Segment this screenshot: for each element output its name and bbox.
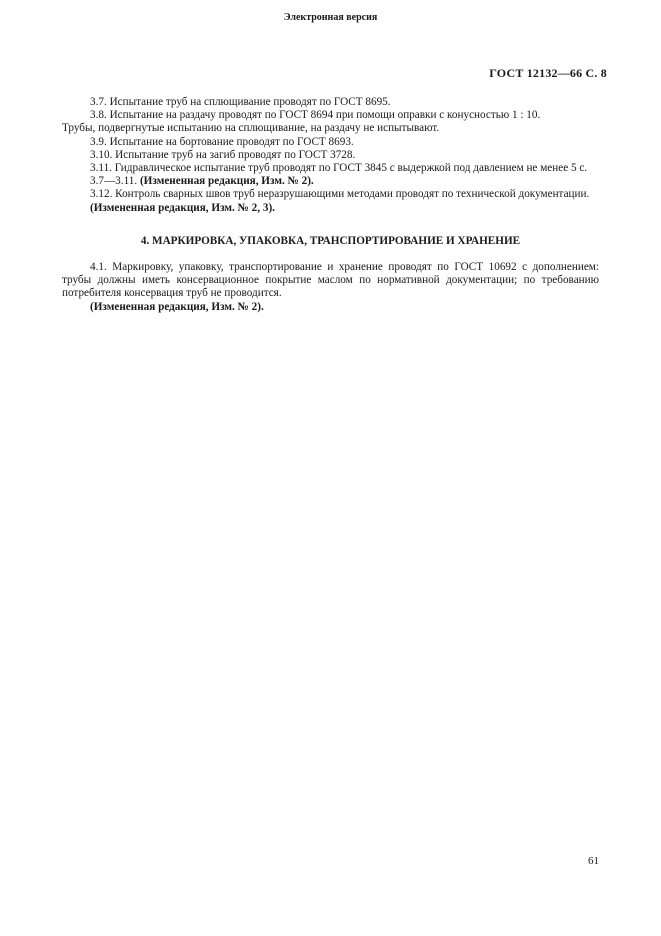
amendment-note-3-7-3-11: [62, 175, 599, 188]
paragraph-3-8: 3.8. Испытание на раздачу проводят по ГОСТ 8694 при помощи оправки с конусностью 1 : 10.: [90, 109, 541, 122]
paragraph-3-7: 3.7. Испытание труб на сплющивание проводят по ГОСТ 8695.: [90, 96, 391, 108]
page-number: 61: [588, 855, 599, 867]
section-4-title: 4. МАРКИРОВКА, УПАКОВКА, ТРАНСПОРТИРОВАНИЕ И ХРАНЕНИЕ: [140, 234, 521, 247]
paragraph-3-12: 3.12. Контроль сварных швов труб неразрушающими методами проводят по технической документации.: [90, 188, 590, 201]
amendment-note-4-1: (Измененная редакция, Изм. № 2).: [90, 300, 264, 313]
paragraph-4-1: 4.1. Маркировку, упаковку, транспортирование и хранение проводят по ГОСТ 10692 с дополнением: трубы должны иметь консервационное покрытие маслом по нормативной документации; по требованию потребителя консервация труб не проводится.: [62, 261, 599, 300]
document-reference-header: ГОСТ 12132—66 С. 8: [489, 66, 607, 80]
electronic-version-banner: Электронная версия: [283, 12, 378, 23]
paragraph-3-8-continuation: Трубы, подвергнутые испытанию на сплющивание, на раздачу не испытывают.: [62, 122, 440, 135]
amendment-range-label: 3.7—3.11.: [90, 175, 140, 188]
page-content: [62, 96, 599, 314]
paragraph-3-10: 3.10. Испытание труб на загиб проводят по ГОСТ 3728.: [90, 148, 356, 161]
amendment-note-3-12: (Измененная редакция, Изм. № 2, 3).: [90, 201, 275, 214]
paragraph-3-11: 3.11. Гидравлическое испытание труб проводят по ГОСТ 3845 с выдержкой под давлением не менее 5 с.: [90, 162, 588, 175]
paragraph-3-9: 3.9. Испытание на бортование проводят по ГОСТ 8693.: [90, 135, 354, 148]
amendment-note-text: (Измененная редакция, Изм. № 2).: [139, 175, 314, 188]
